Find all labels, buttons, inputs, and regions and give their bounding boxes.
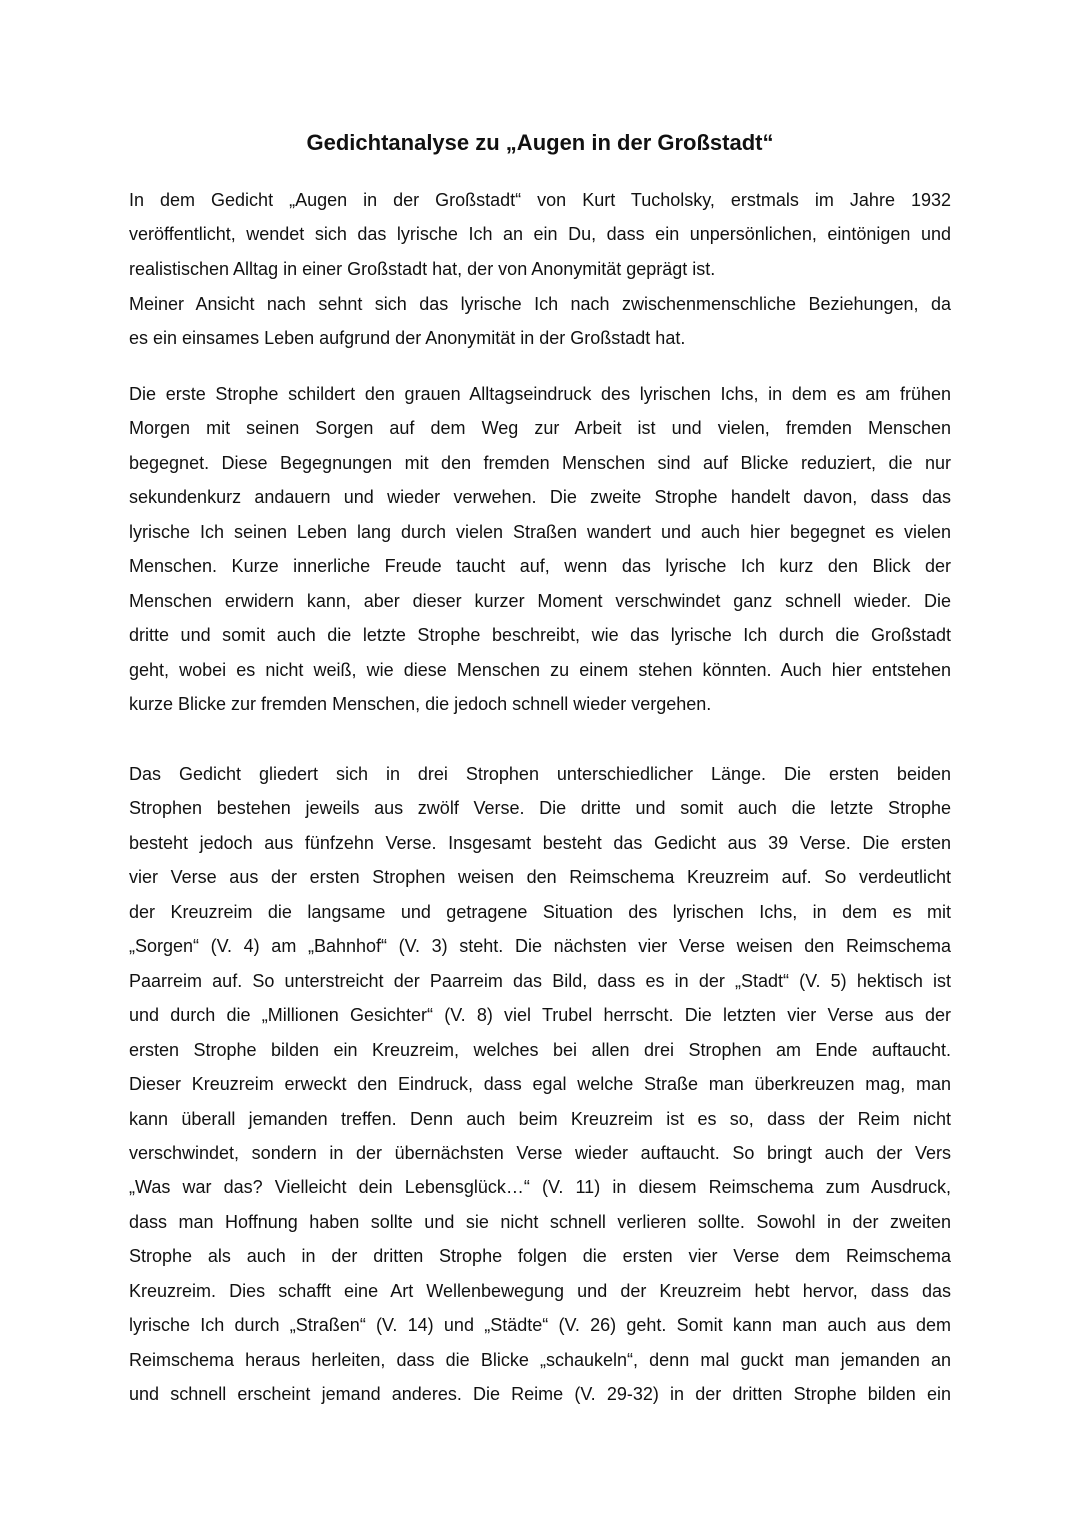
text-line: realistischen Alltag in einer Großstadt hat, der von Anonymität geprägt ist. [129, 258, 716, 279]
text-line: Reimschema heraus herleiten, dass die Blicke „schaukeln“, denn mal guckt man jemanden an [129, 1349, 951, 1370]
text-line: und schnell erscheint jemand anderes. Die Reime (V. 29-32) in der dritten Strophe bilden ein [129, 1384, 951, 1405]
text-line: Kreuzreim. Dies schafft eine Art Wellenbewegung und der Kreuzreim hebt hervor, dass das [129, 1280, 951, 1301]
text-line: vier Verse aus der ersten Strophen weisen den Reimschema Kreuzreim auf. So verdeutlicht [129, 867, 951, 888]
text-line: Das Gedicht gliedert sich in drei Strophen unterschiedlicher Länge. Die ersten beiden [129, 764, 951, 784]
text-line: und durch die „Millionen Gesichter“ (V. 8) viel Trubel herrscht. Die letzten vier Verse aus der [129, 1005, 951, 1026]
text-line: Morgen mit seinen Sorgen auf dem Weg zur Arbeit ist und vielen, fremden Menschen [129, 418, 951, 439]
text-line: veröffentlicht, wendet sich das lyrische Ich an ein Du, dass ein unpersönlichen, eintönigen und [129, 224, 951, 245]
text-line: es ein einsames Leben aufgrund der Anonymität in der Großstadt hat. [129, 328, 686, 349]
text-line: dritte und somit auch die letzte Strophe beschreibt, wie das lyrische Ich durch die Großstadt [129, 625, 951, 646]
text-line: Meiner Ansicht nach sehnt sich das lyrische Ich nach zwischenmenschliche Beziehungen, da [129, 294, 951, 314]
text-line: kann überall jemanden treffen. Denn auch beim Kreuzreim ist es so, dass der Reim nicht [129, 1108, 951, 1129]
text-line: besteht jedoch aus fünfzehn Verse. Insgesamt besteht das Gedicht aus 39 Verse. Die ersten [129, 832, 951, 853]
text-line: lyrische Ich seinen Leben lang durch vielen Straßen wandert und auch hier begegnet es vielen [129, 521, 951, 542]
text-line: lyrische Ich durch „Straßen“ (V. 14) und „Städte“ (V. 26) geht. Somit kann man auch aus dem [129, 1315, 951, 1336]
text-line: geht, wobei es nicht weiß, wie diese Menschen zu einem stehen könnten. Auch hier entstehen [129, 659, 951, 680]
text-line: Strophen bestehen jeweils aus zwölf Verse. Die dritte und somit auch die letzte Strophe [129, 798, 951, 819]
text-line: „Was war das? Vielleicht dein Lebensglück…“ (V. 11) in diesem Reimschema zum Ausdruck, [129, 1177, 951, 1198]
text-line: Paarreim auf. So unterstreicht der Paarreim das Bild, dass es in der „Stadt“ (V. 5) hektisch ist [129, 970, 951, 991]
text-line: Die erste Strophe schildert den grauen Alltagseindruck des lyrischen Ichs, in dem es am frühen [129, 384, 951, 404]
text-line: Menschen erwidern kann, aber dieser kurzer Moment verschwindet ganz schnell wieder. Die [129, 590, 951, 611]
text-line: dass man Hoffnung haben sollte und sie nicht schnell verlieren sollte. Sowohl in der zweiten [129, 1211, 951, 1232]
text-line: ersten Strophe bilden ein Kreuzreim, welches bei allen drei Strophen am Ende auftaucht. [129, 1039, 951, 1060]
text-line: Menschen. Kurze innerliche Freude taucht auf, wenn das lyrische Ich kurz den Blick der [129, 556, 951, 577]
text-line: Dieser Kreuzreim erweckt den Eindruck, dass egal welche Straße man überkreuzen mag, man [129, 1074, 951, 1095]
text-line: der Kreuzreim die langsame und getragene Situation des lyrischen Ichs, in dem es mit [129, 901, 951, 922]
text-line: Strophe als auch in der dritten Strophe folgen die ersten vier Verse dem Reimschema [129, 1246, 951, 1267]
text-line: verschwindet, sondern in der übernächsten Verse wieder auftaucht. So bringt auch der Vers [129, 1142, 951, 1163]
page-title: Gedichtanalyse zu „Augen in der Großstadt“ [306, 130, 774, 155]
text-line: „Sorgen“ (V. 4) am „Bahnhof“ (V. 3) steht. Die nächsten vier Verse weisen den Reimschema [129, 936, 951, 957]
text-line: sekundenkurz andauern und wieder verwehen. Die zweite Strophe handelt davon, dass das [129, 487, 951, 508]
text-line: kurze Blicke zur fremden Menschen, die jedoch schnell wieder vergehen. [129, 694, 712, 715]
text-line: begegnet. Diese Begegnungen mit den fremden Menschen sind auf Blicke reduziert, die nur [129, 452, 951, 473]
text-line: In dem Gedicht „Augen in der Großstadt“ von Kurt Tucholsky, erstmals im Jahre 1932 [129, 190, 951, 210]
